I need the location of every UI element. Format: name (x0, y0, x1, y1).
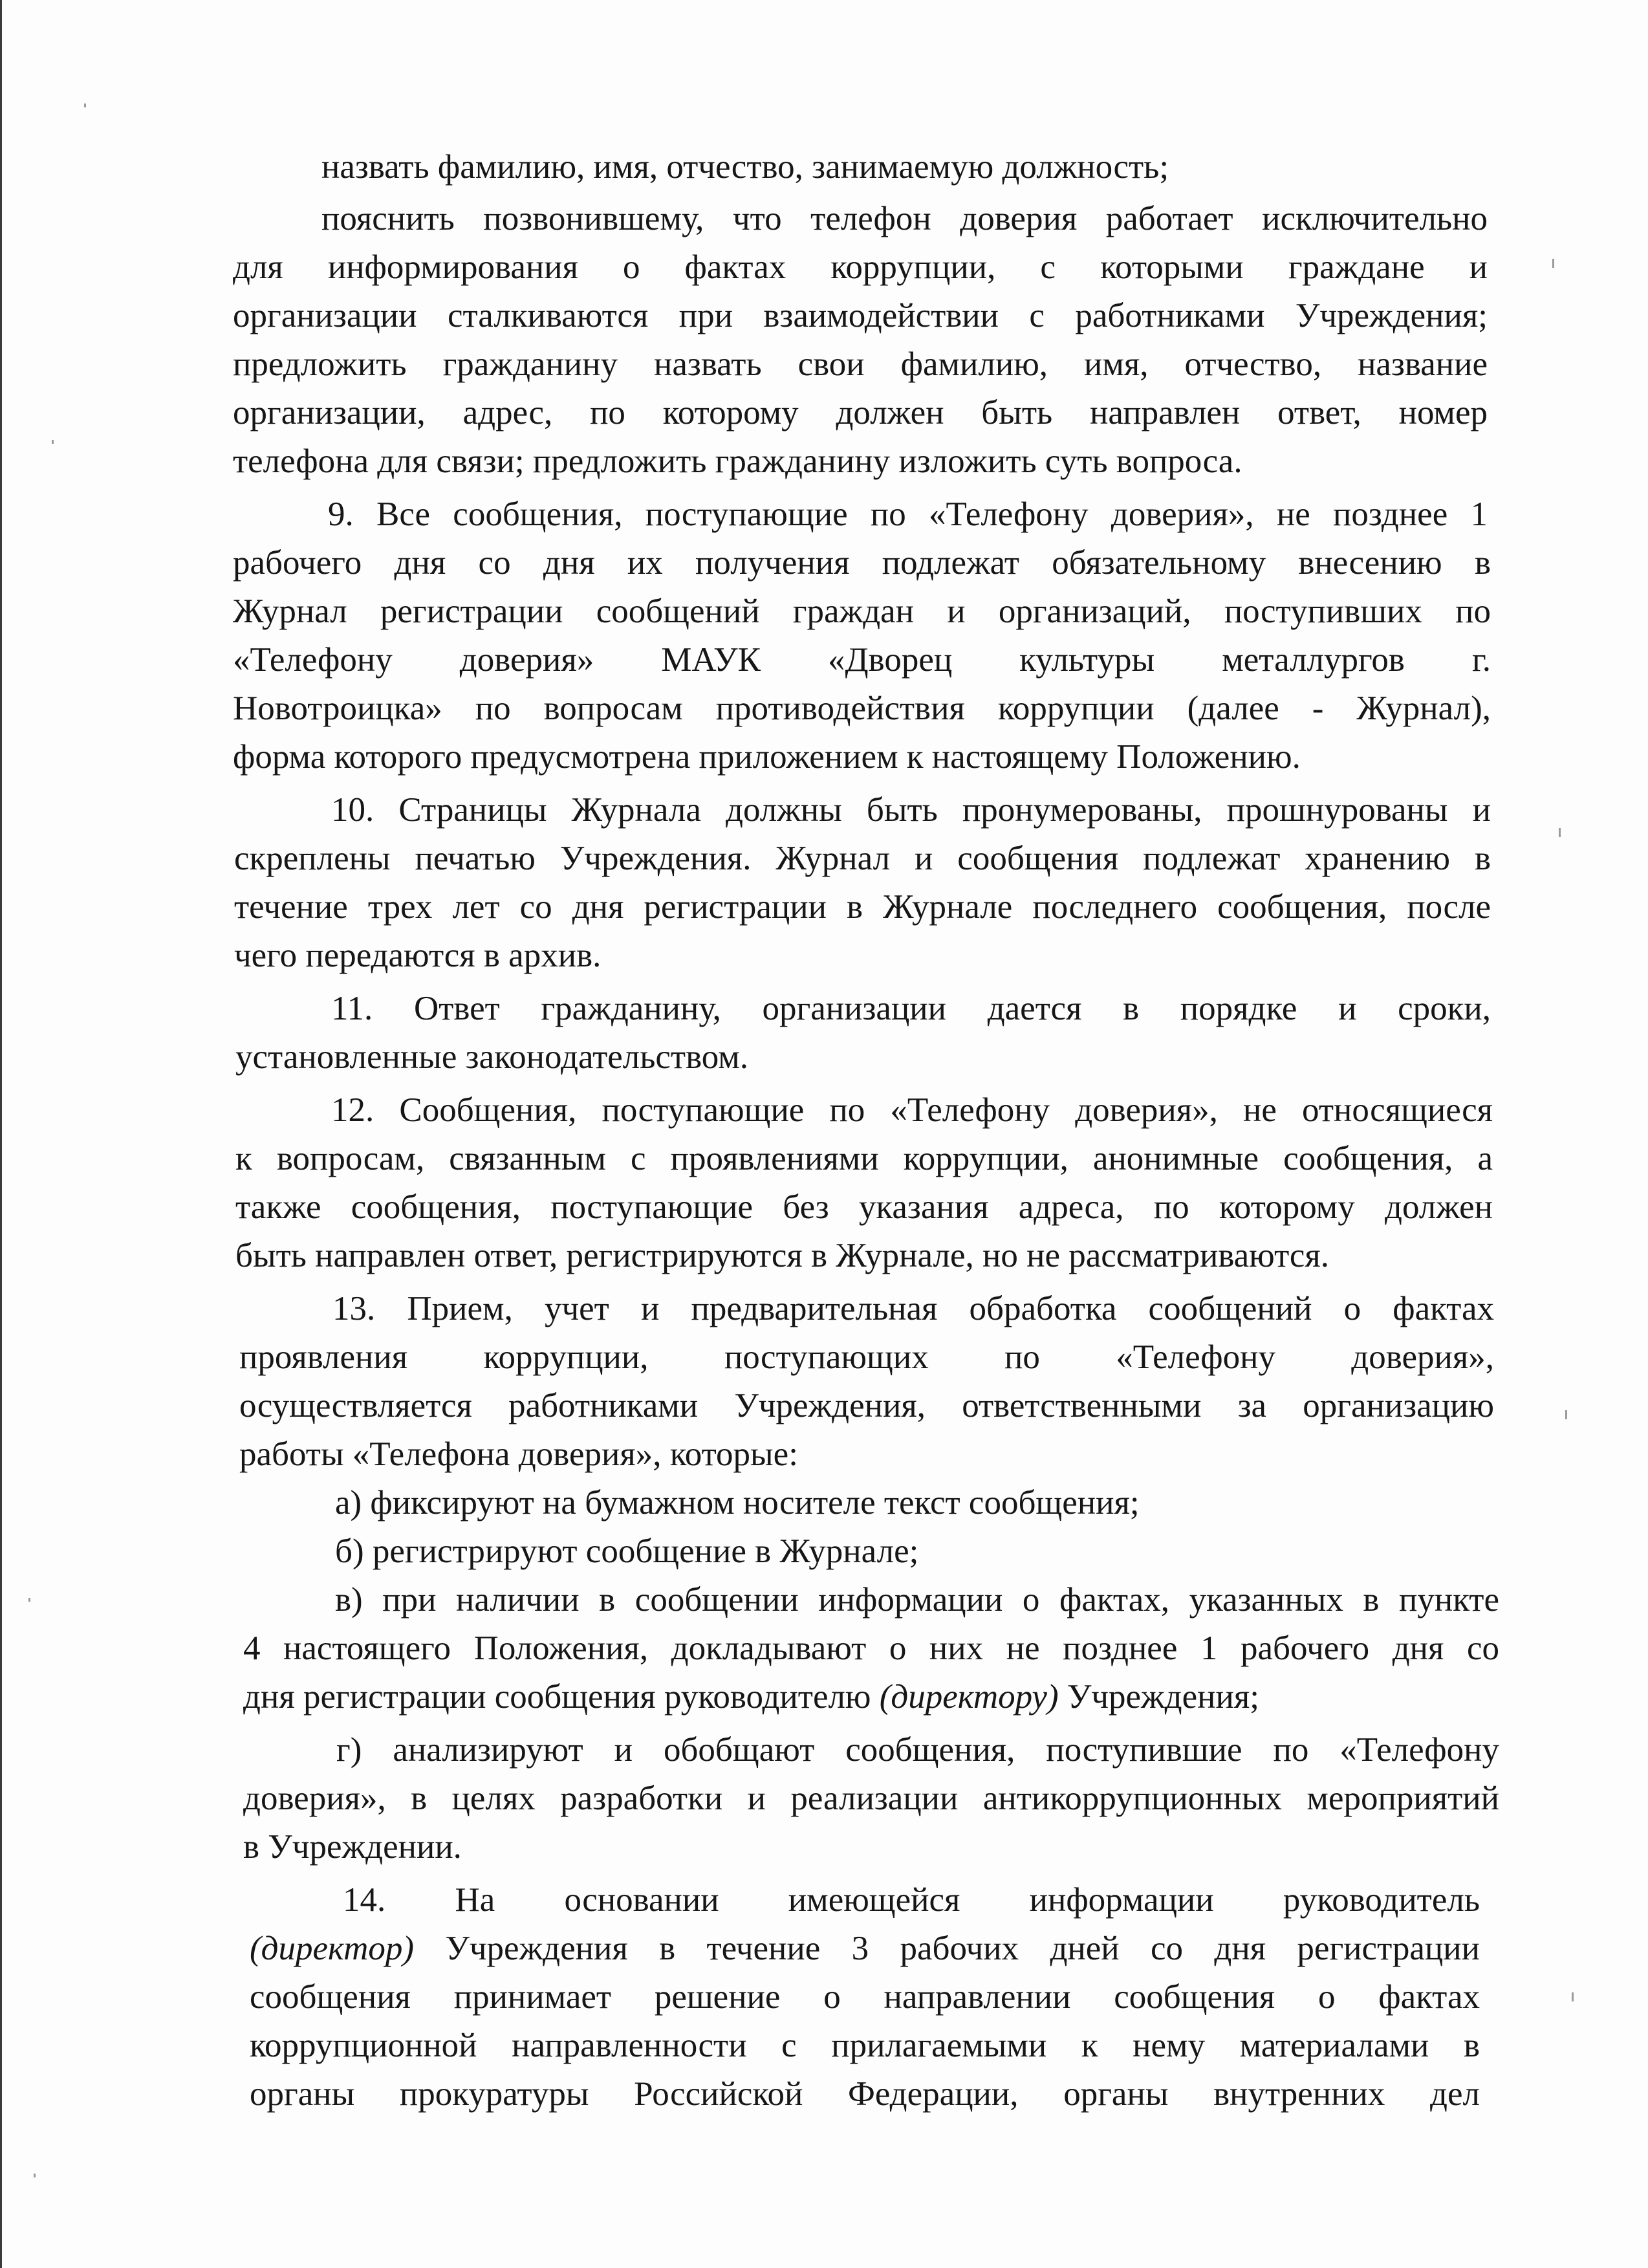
text-line (250, 1928, 1480, 1969)
text-line: работы «Телефона доверия», которые: (239, 1435, 798, 1473)
text-line: 11. Ответ гражданину, организации дается в порядке и сроки, (331, 990, 1491, 1027)
text-line: «Телефону доверия» МАУК «Дворец культуры металлургов г. (233, 641, 1491, 679)
text-line: 12. Сообщения, поступающие по «Телефону доверия», не относящиеся (331, 1091, 1493, 1129)
text-fragment: Учреждения; (1067, 1678, 1259, 1716)
text-line: в Учреждении. (243, 1828, 462, 1866)
scan-speck (1572, 1992, 1574, 2001)
text-line: также сообщения, поступающие без указания адреса, по которому должен (235, 1188, 1493, 1226)
text-line: 14. На основании имеющейся информации руководитель (343, 1881, 1480, 1919)
text-line: течение трех лет со дня регистрации в Журнале последнего сообщения, после (234, 888, 1491, 926)
text-line: сообщения принимает решение о направлении сообщения о фактах (250, 1978, 1480, 2016)
text-line: 4 настоящего Положения, докладывают о них не позднее 1 рабочего дня со (243, 1630, 1499, 1667)
scan-speck (28, 1598, 30, 1602)
text-line: организации сталкиваются при взаимодействии с работниками Учреждения; (233, 297, 1488, 334)
text-line: телефона для связи; предложить гражданину изложить суть вопроса. (233, 442, 1242, 480)
italic-fragment: (директору) (879, 1678, 1059, 1716)
text-line: установленные законодательством. (235, 1038, 749, 1076)
scan-edge (0, 0, 2, 2268)
text-line: доверия», в целях разработки и реализации антикоррупционных мероприятий (243, 1780, 1499, 1817)
text-line: чего передаются в архив. (234, 937, 602, 974)
text-line: организации, адрес, по которому должен быть направлен ответ, номер (233, 394, 1488, 431)
text-line: проявления коррупции, поступающих по «Телефону доверия», (239, 1338, 1494, 1376)
text-line: рабочего дня со дня их получения подлежат обязательному внесению в (233, 544, 1491, 582)
text-line: органы прокуратуры Российской Федерации, органы внутренних дел (250, 2075, 1480, 2113)
scan-speck (34, 2174, 36, 2177)
text-fragment: дня регистрации сообщения руководителю (243, 1678, 871, 1716)
text-line: 10. Страницы Журнала должны быть пронумерованы, прошнурованы и (331, 791, 1491, 829)
scan-speck (1565, 1410, 1567, 1419)
text-line: для информирования о фактах коррупции, с которыми граждане и (233, 248, 1488, 286)
text-line: скреплены печатью Учреждения. Журнал и сообщения подлежат хранению в (234, 840, 1491, 877)
scan-speck (52, 440, 54, 444)
list-item-b: б) регистрируют сообщение в Журнале; (335, 1532, 919, 1570)
text-line: назвать фамилию, имя, отчество, занимаемую должность; (321, 148, 1169, 186)
italic-fragment: (директор) (250, 1930, 415, 1967)
text-line: осуществляется работниками Учреждения, ответственными за организацию (239, 1387, 1494, 1424)
text-line: 13. Прием, учет и предварительная обработка сообщений о фактах (332, 1290, 1494, 1327)
text-line: Новотроицка» по вопросам противодействия коррупции (далее - Журнал), (233, 690, 1491, 727)
text-line: Журнал регистрации сообщений граждан и организаций, поступивших по (233, 593, 1491, 630)
list-item-d: г) анализируют и обобщают сообщения, поступившие по «Телефону (336, 1731, 1499, 1769)
text-fragment: Учреждения в течение 3 рабочих дней со дня регистрации (445, 1930, 1480, 1967)
list-item-c: в) при наличии в сообщении информации о фактах, указанных в пункте (335, 1581, 1499, 1619)
scan-speck (84, 104, 86, 107)
text-line: быть направлен ответ, регистрируются в Журнале, но не рассматриваются. (235, 1237, 1330, 1274)
text-line: предложить гражданину назвать свои фамилию, имя, отчество, название (233, 345, 1488, 383)
list-item-a: а) фиксируют на бумажном носителе текст сообщения; (335, 1484, 1140, 1521)
text-line: пояснить позвонившему, что телефон доверия работает исключительно (321, 200, 1488, 237)
text-line (243, 1676, 1502, 1717)
text-line: форма которого предусмотрена приложением к настоящему Положению. (233, 738, 1301, 776)
text-line: 9. Все сообщения, поступающие по «Телефону доверия», не позднее 1 (328, 496, 1488, 533)
scan-speck (1552, 259, 1554, 268)
scan-speck (1559, 828, 1561, 837)
text-line: коррупционной направленности с прилагаемыми к нему материалами в (250, 2027, 1480, 2064)
text-line: к вопросам, связанным с проявлениями коррупции, анонимные сообщения, а (235, 1140, 1493, 1177)
